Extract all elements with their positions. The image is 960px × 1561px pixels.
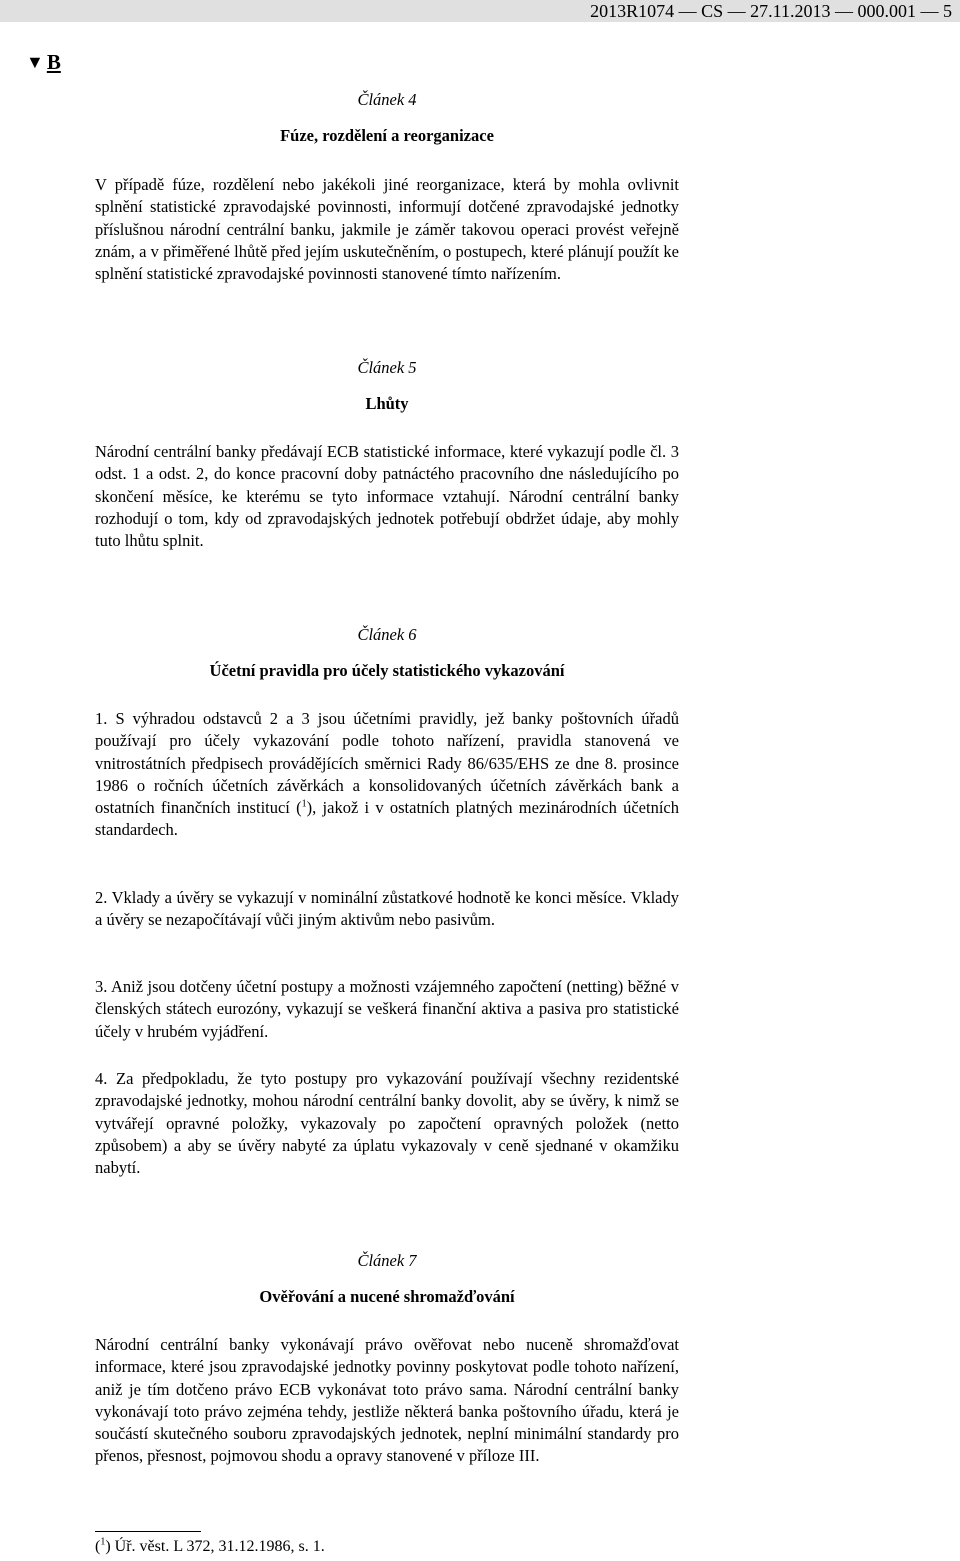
article-6-paragraph-4: 4. Za předpokladu, že tyto postupy pro vykazování používají všechny rezidentské zpravodajské jednotky, mohou národní centrální banky dovolit, aby se úvěry, k nimž se vytvářejí opravné položky, vykazovaly po započtení opravných položek (netto způsobem) a aby se úvěry nabyté za úplatu vykazovaly v ceně sjednané v okamžiku nabytí. xyxy=(95,1069,679,1178)
footnote-mark: 1 xyxy=(100,1536,106,1548)
article-4-paragraph: V případě fúze, rozdělení nebo jakékoli jiné reorganizace, která by mohla ovlivnit splnění statistické zpravodajské povinnosti, informují dotčené zpravodajské jednotky příslušnou národní centrální banku, jakmile je záměr takovou operaci provést veřejně znám, a v přiměřené lhůtě před jejím uskutečněním, o postupech, které plánují použít ke splnění statistické zpravodajské povinnosti stanovené tímto nařízením. xyxy=(95,175,679,284)
article-7-number: Článek 7 xyxy=(357,1251,417,1270)
article-6-paragraph-3: 3. Aniž jsou dotčeny účetní postupy a možnosti vzájemného započtení (netting) běžné v členských státech eurozóny, vykazují se veškerá finanční aktiva a pasiva pro statistické účely v hrubém vyjádření. xyxy=(95,977,679,1041)
article-7-paragraph: Národní centrální banky vykonávají právo ověřovat nebo nuceně shromažďovat informace, které jsou zpravodajské jednotky povinny poskytovat podle tohoto nařízení, aniž je tím dotčeno právo ECB vykonávat toto právo sama. Národní centrální banky vykonávají toto právo zejména tehdy, jestliže některá banka poštovního úřadu, která je součástí skutečného souboru zpravodajských jednotek, neplní minimální standardy pro přenos, přesnost, pojmovou shodu a opravy stanovené v příloze III. xyxy=(95,1335,679,1466)
article-4-number: Článek 4 xyxy=(357,90,417,109)
article-5-paragraph: Národní centrální banky předávají ECB statistické informace, které vykazují podle čl. 3 odst. 1 a odst. 2, do konce pracovní doby patnáctého pracovního dne následujícího po skončení měsíce, ke kterému se tyto informace vztahují. Národní centrální banky rozhodují o tom, kdy od zpravodajských jednotek potřebují obdržet údaje, aby mohly tuto lhůtu splnit. xyxy=(95,442,679,551)
footnote-separator xyxy=(95,1531,201,1532)
footnote-text: Úř. věst. L 372, 31.12.1986, s. 1. xyxy=(114,1538,325,1555)
article-5-number: Článek 5 xyxy=(357,358,417,377)
amendment-marker xyxy=(26,50,61,74)
amendment-marker-label: B xyxy=(46,50,61,74)
article-5-title: Lhůty xyxy=(365,394,409,413)
footnote-reference: 1 xyxy=(301,798,307,810)
article-6-paragraph-1 xyxy=(95,708,679,842)
article-7-title: Ověřování a nucené shromažďování xyxy=(259,1287,515,1306)
article-4-title: Fúze, rozdělení a reorganizace xyxy=(280,126,494,145)
article-6-number: Článek 6 xyxy=(357,625,417,644)
article-6-title: Účetní pravidla pro účely statistického vykazování xyxy=(209,661,565,680)
article-6-paragraph-1-text-a: 1. S výhradou odstavců 2 a 3 jsou účetními pravidly, jež banky poštovních úřadů používají pro účely vykazování podle tohoto nařízení, pravidla stanovená ve vnitrostátních předpisech provádějících směrnici Rady 86/635/EHS ze dne 8. prosince 1986 o ročních účetních závěrkách a konsolidovaných účetních závěrkách bank a ostatních finančních institucí ( xyxy=(95,709,679,818)
footnote: ($^1$) Úř. věst. L 372, 31.12.1986, s. 1. xyxy=(95,1536,325,1555)
article-6-paragraph-2: 2. Vklady a úvěry se vykazují v nominální zůstatkové hodnotě ke konci měsíce. Vklady a úvěry se nezapočítávají vůči jiným aktivům nebo pasivům. xyxy=(95,888,679,930)
page-header-bar xyxy=(0,0,960,22)
page-header-text: 2013R1074 — CS — 27.11.2013 — 000.001 — 5 xyxy=(590,1,952,21)
article-6-paragraph-1-text-b: ), jakož i v ostatních platných mezinárodních účetních standardech. xyxy=(95,798,679,840)
triangle-down-icon: ▼ xyxy=(26,52,44,72)
